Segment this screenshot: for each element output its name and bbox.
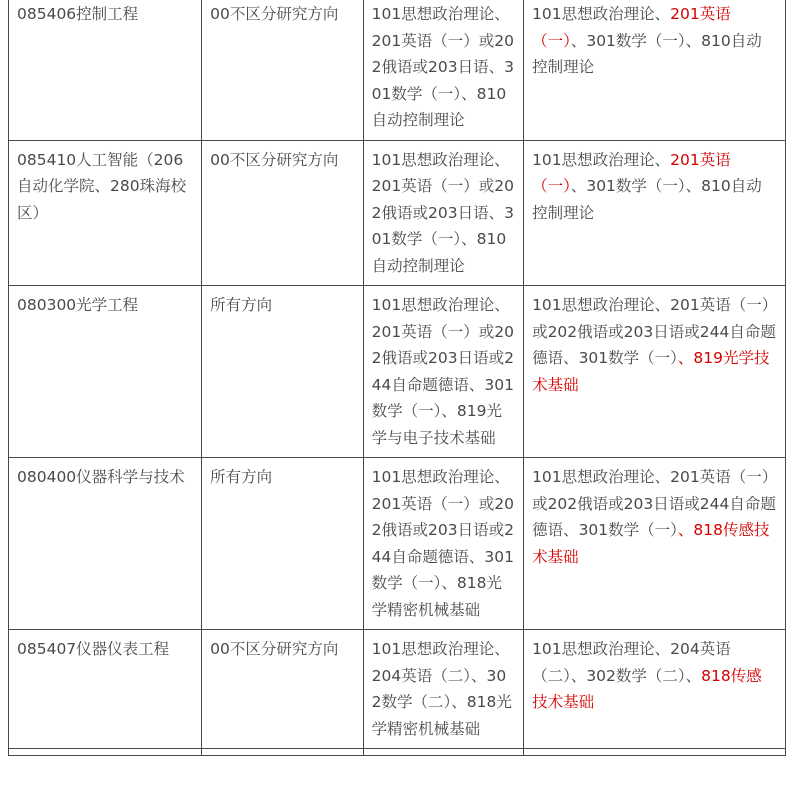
initial-exam-cell: 101思想政治理论、201英语（一）或202俄语或203日语、301数学（一）、810自动控制理论 (363, 0, 523, 140)
direction-cell: 00不区分研究方向 (202, 0, 364, 140)
highlighted-text: 818传感技术基础 (532, 666, 762, 711)
initial-exam-cell: 101思想政治理论、201英语（一）或202俄语或203日语或244自命题德语、301数学（一）、818光学精密机械基础 (363, 458, 523, 630)
table-body (9, 0, 786, 756)
highlighted-text: 、819光学技术基础 (532, 349, 770, 394)
new-exam-cell (524, 630, 786, 749)
direction-cell: 所有方向 (202, 458, 364, 630)
major-cell: 085410人工智能（206自动化学院、280珠海校区） (9, 140, 202, 286)
exam-text: 101思想政治理论、201英语（一）或202俄语或203日语或244自命题德语、301数学（一） (532, 296, 776, 367)
major-cell: 085407仪器仪表工程 (9, 630, 202, 749)
exam-subjects-table (8, 0, 786, 756)
direction-cell: 00不区分研究方向 (202, 140, 364, 286)
table-row (9, 630, 786, 749)
table-row (9, 458, 786, 630)
empty-cell (202, 749, 364, 756)
table-row-partial (9, 749, 786, 756)
table-row (9, 286, 786, 458)
major-cell: 080400仪器科学与技术 (9, 458, 202, 630)
major-cell: 080300光学工程 (9, 286, 202, 458)
major-cell: 085406控制工程 (9, 0, 202, 140)
exam-text: 101思想政治理论、 (532, 5, 671, 23)
exam-text: 101思想政治理论、204英语（二）、302数学（二）、 (532, 640, 731, 685)
exam-text: 、301数学（一）、810自动控制理论 (532, 177, 762, 222)
new-exam-cell (524, 458, 786, 630)
initial-exam-cell: 101思想政治理论、201英语（一）或202俄语或203日语或244自命题德语、301数学（一）、819光学与电子技术基础 (363, 286, 523, 458)
exam-text: 、301数学（一）、810自动控制理论 (532, 31, 762, 76)
new-exam-cell (524, 140, 786, 286)
direction-cell: 00不区分研究方向 (202, 630, 364, 749)
initial-exam-cell: 101思想政治理论、204英语（二）、302数学（二）、818光学精密机械基础 (363, 630, 523, 749)
empty-cell (524, 749, 786, 756)
exam-text: 101思想政治理论、201英语（一）或202俄语或203日语或244自命题德语、301数学（一） (532, 468, 776, 539)
new-exam-cell (524, 0, 786, 140)
initial-exam-cell: 101思想政治理论、201英语（一）或202俄语或203日语、301数学（一）、810自动控制理论 (363, 140, 523, 286)
exam-text: 101思想政治理论、 (532, 150, 671, 169)
direction-cell: 所有方向 (202, 286, 364, 458)
new-exam-cell (524, 286, 786, 458)
table-row (9, 0, 786, 140)
highlighted-text: 201英语（一） (532, 5, 731, 50)
highlighted-text: 201英语（一） (532, 150, 731, 195)
table-row (9, 140, 786, 286)
highlighted-text: 、818传感技术基础 (532, 521, 770, 566)
empty-cell (9, 749, 202, 756)
empty-cell (363, 749, 523, 756)
